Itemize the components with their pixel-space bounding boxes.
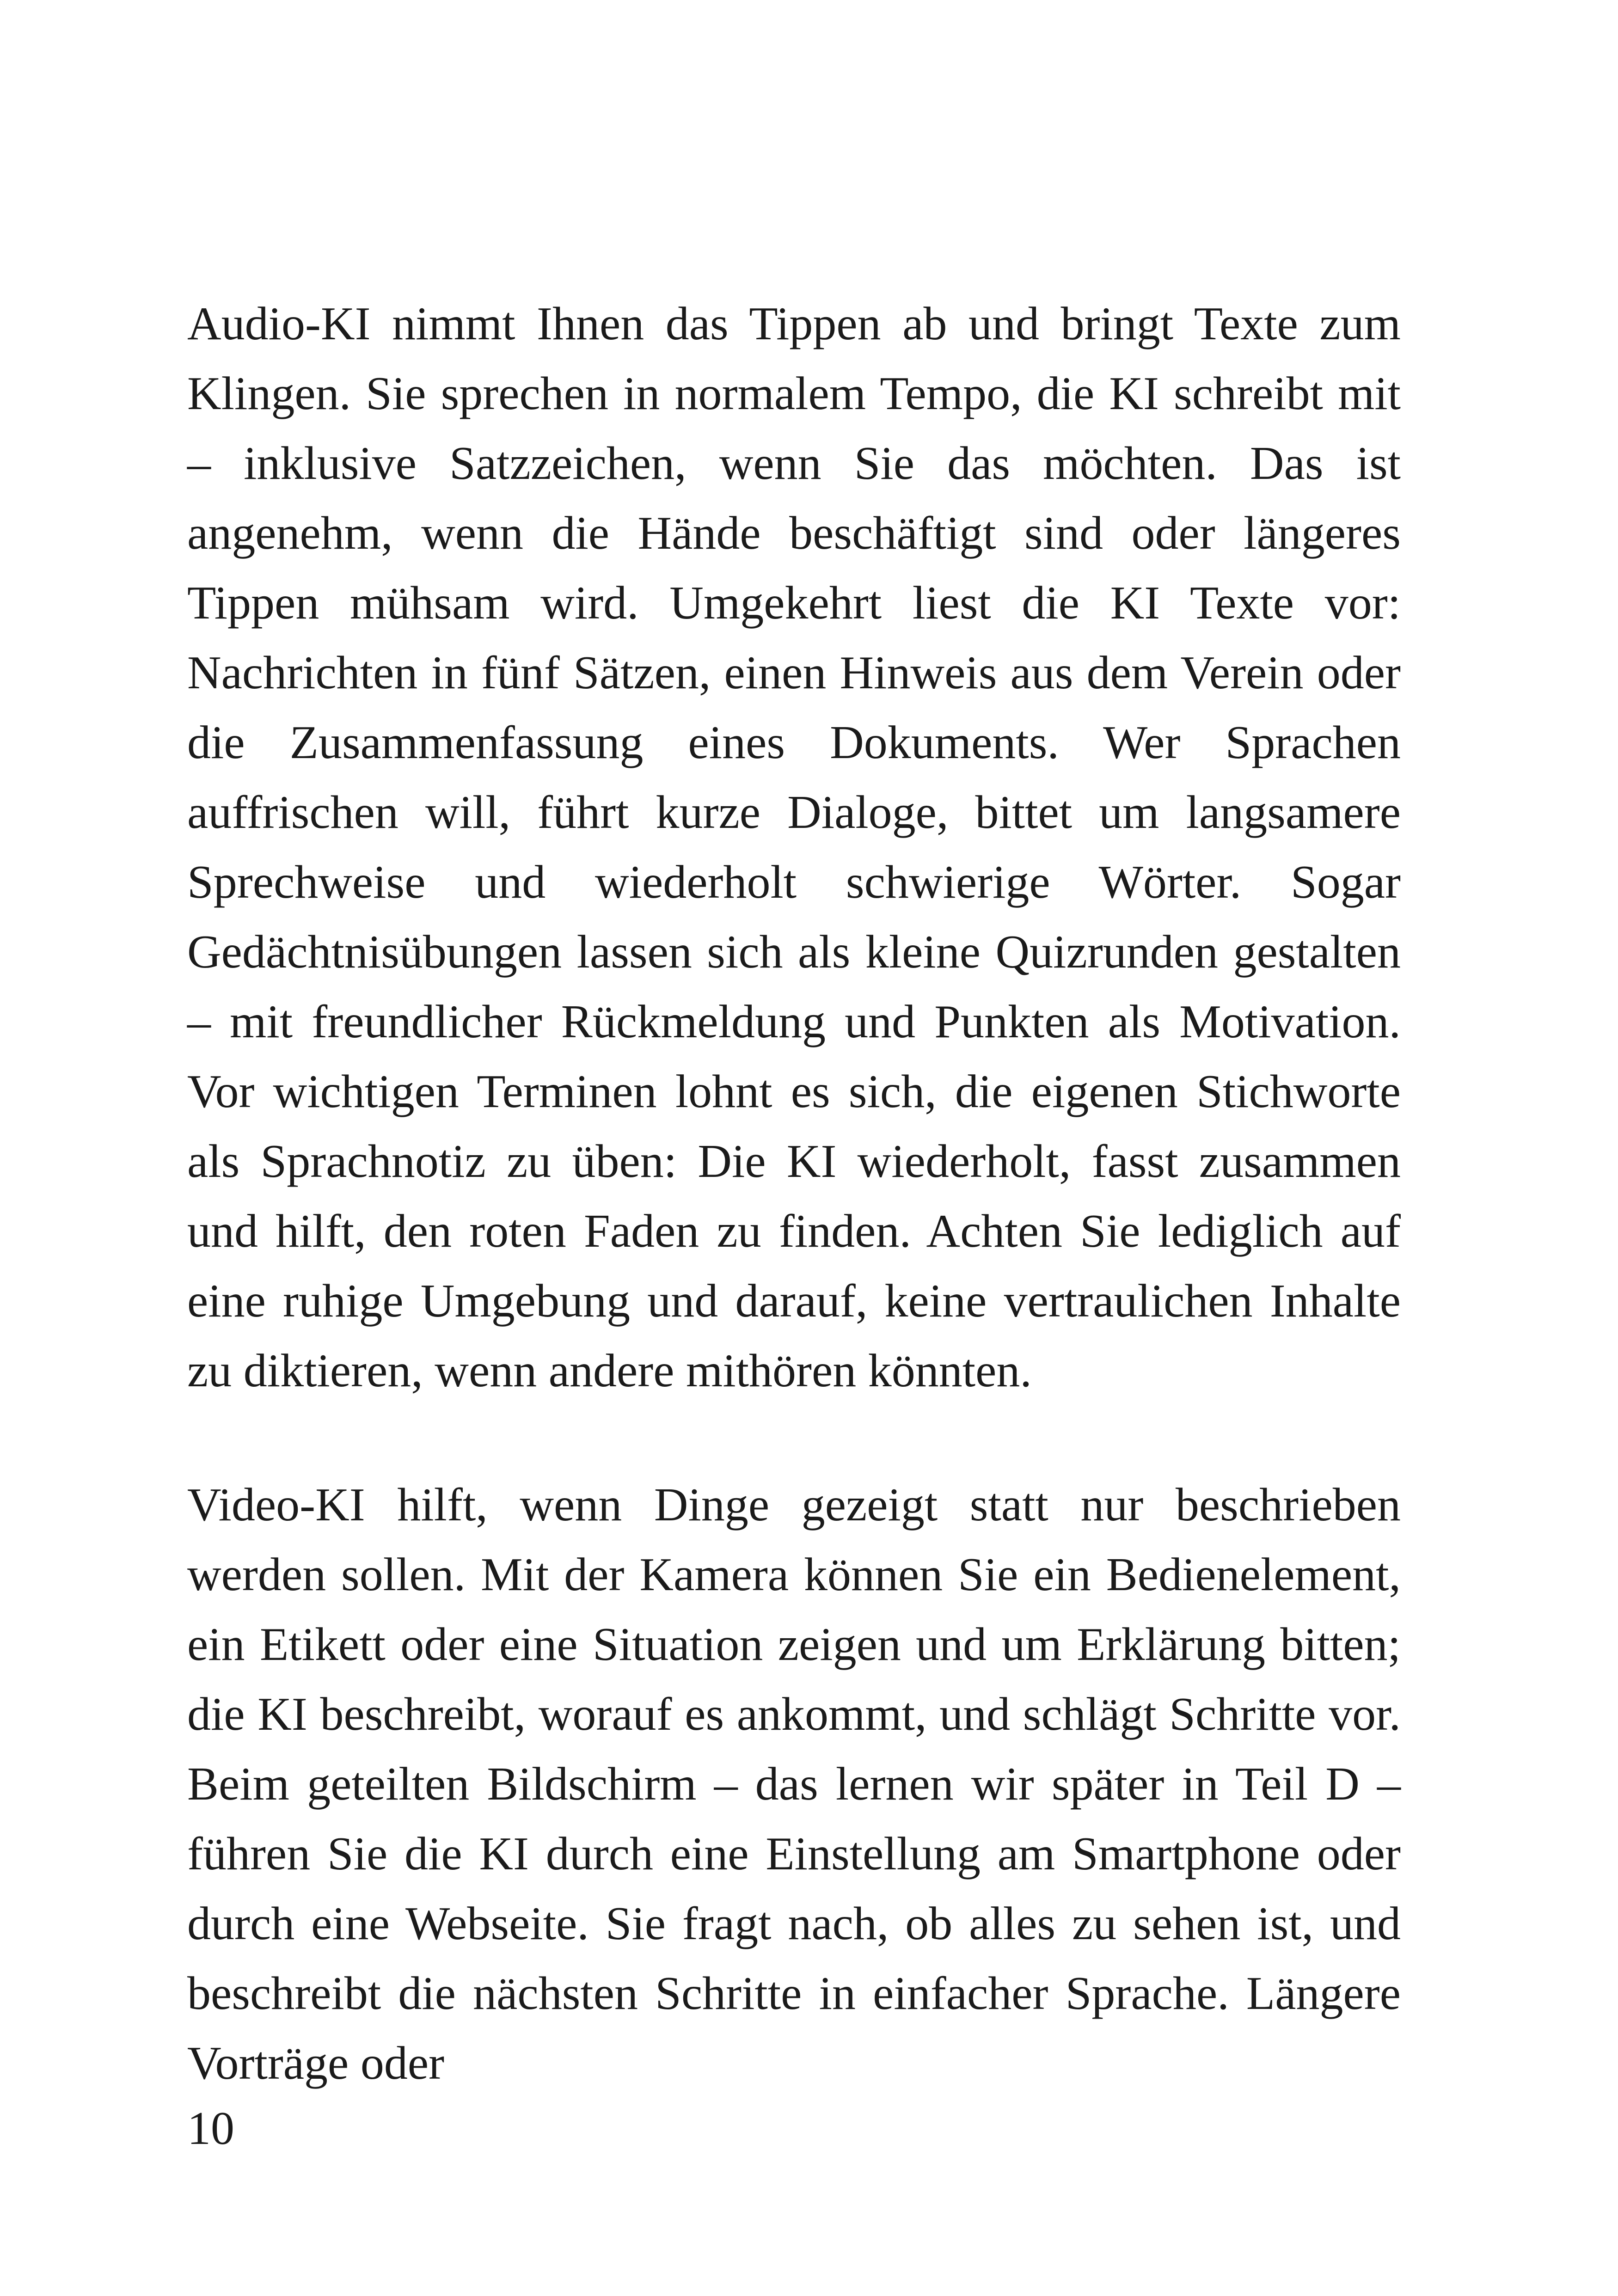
paragraph-audio-ki: Audio-KI nimmt Ihnen das Tippen ab und bringt Texte zum Klingen. Sie sprechen in normalem Tempo, die KI schreibt mit – inklusive Satzzeichen, wenn Sie das möchten. Das ist angenehm, wenn die Hände beschäftigt sind oder längeres Tippen mühsam wird. Umgekehrt liest die KI Texte vor: Nachrichten in fünf Sätzen, einen Hinweis aus dem Verein oder die Zusammenfassung eines Dokuments. Wer Sprachen auffrischen will, führt kurze Dialoge, bittet um langsamere Sprechweise und wiederholt schwierige Wörter. Sogar Gedächtnisübungen lassen sich als kleine Quizrunden gestalten – mit freundlicher Rückmeldung und Punkten als Motivation. Vor wichtigen Terminen lohnt es sich, die eigenen Stichworte als Sprachnotiz zu üben: Die KI wiederholt, fasst zusammen und hilft, den roten Faden zu finden. Achten Sie lediglich auf eine ruhige Umgebung und darauf, keine vertraulichen Inhalte zu diktieren, wenn andere mithören könnten. (187, 298, 1401, 1397)
page-number: 10 (187, 2102, 234, 2155)
paragraph-video-ki: Video-KI hilft, wenn Dinge gezeigt statt nur beschrieben werden sollen. Mit der Kamera können Sie ein Bedienelement, ein Etikett oder eine Situation zeigen und um Erklärung bitten; die KI beschreibt, worauf es ankommt, und schlägt Schritte vor. Beim geteilten Bildschirm – das lernen wir später in Teil D – führen Sie die KI durch eine Einstellung am Smartphone oder durch eine Webseite. Sie fragt nach, ob alles zu sehen ist, und beschreibt die nächsten Schritte in einfacher Sprache. Längere Vorträge oder (187, 1479, 1401, 2089)
